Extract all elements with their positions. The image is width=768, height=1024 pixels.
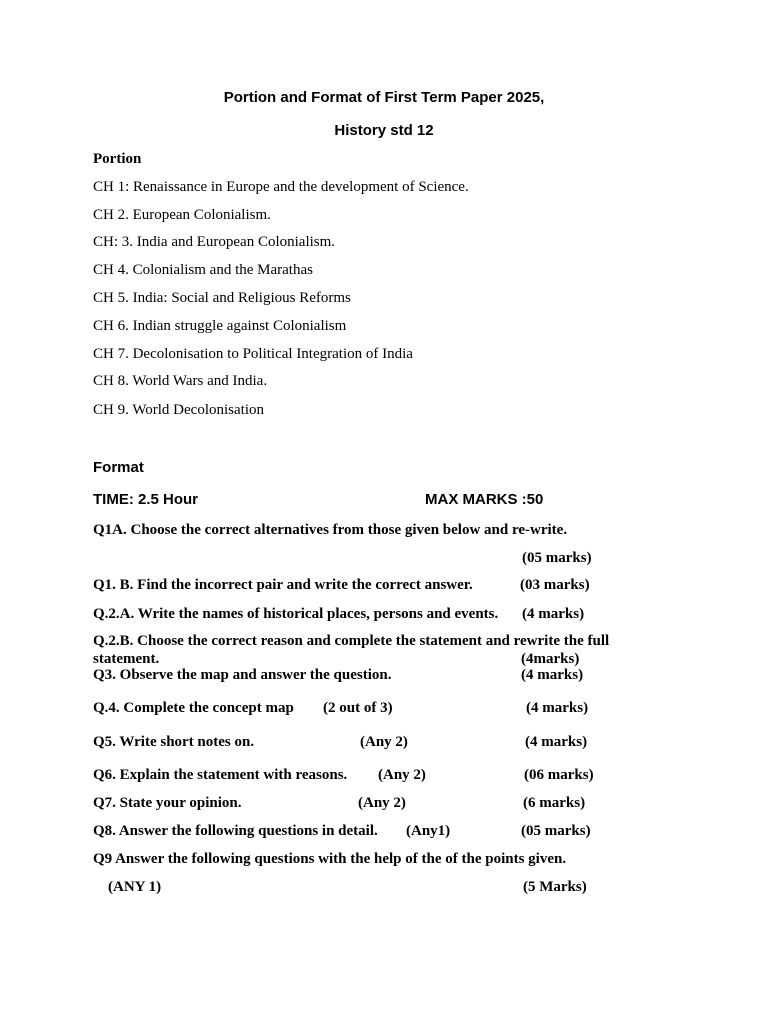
chapter-item: CH 1: Renaissance in Europe and the development of Science.: [93, 179, 469, 195]
question-choice: (Any1): [406, 823, 451, 839]
question-choice: (Any 2): [378, 767, 426, 783]
question-marks: (05 marks): [521, 823, 591, 839]
question-marks: (4 marks): [526, 700, 589, 716]
max-marks-label: MAX MARKS :50: [425, 491, 544, 508]
chapter-item: CH 8. World Wars and India.: [93, 373, 268, 389]
portion-heading: Portion: [93, 151, 142, 167]
chapter-item: CH 7. Decolonisation to Political Integration of India: [93, 346, 413, 362]
question-text: Q8. Answer the following questions in detail.: [93, 823, 378, 839]
question-text: Q5. Write short notes on.: [93, 734, 255, 750]
question-choice: (Any 2): [360, 734, 408, 750]
question-marks: (5 Marks): [523, 879, 587, 895]
question-marks: (05 marks): [522, 550, 592, 566]
document-title: Portion and Format of First Term Paper 2025,: [223, 89, 545, 106]
question-choice: (2 out of 3): [323, 700, 393, 716]
question-marks: (06 marks): [524, 767, 594, 783]
question-text: Q3. Observe the map and answer the question.: [93, 667, 392, 683]
question-text: Q.2.A. Write the names of historical places, persons and events.: [93, 606, 499, 622]
question-text: Q9 Answer the following questions with the help of the of the points given.: [93, 851, 567, 867]
question-choice: (Any 2): [358, 795, 406, 811]
question-text: Q1A. Choose the correct alternatives from those given below and re-write.: [93, 522, 568, 538]
chapter-item: CH: 3. India and European Colonialism.: [93, 234, 336, 250]
question-marks: (4marks): [521, 651, 580, 667]
chapter-item: CH 9. World Decolonisation: [93, 402, 264, 418]
question-marks: (4 marks): [521, 667, 584, 683]
question-marks: (6 marks): [523, 795, 586, 811]
chapter-item: CH 6. Indian struggle against Colonialism: [93, 318, 347, 334]
question-text: Q.2.B. Choose the correct reason and complete the statement and rewrite the full: [93, 633, 610, 649]
question-text: Q7. State your opinion.: [93, 795, 242, 811]
question-text: Q1. B. Find the incorrect pair and write the correct answer.: [93, 577, 473, 593]
question-choice: (ANY 1): [108, 879, 162, 895]
question-text: Q.4. Complete the concept map: [93, 700, 294, 716]
chapter-item: CH 4. Colonialism and the Marathas: [93, 262, 313, 278]
chapter-item: CH 2. European Colonialism.: [93, 207, 271, 223]
document-subtitle: History std 12: [334, 122, 434, 139]
time-label: TIME: 2.5 Hour: [93, 491, 199, 508]
format-heading: Format: [93, 459, 144, 476]
question-marks: (03 marks): [520, 577, 590, 593]
question-text-continued: statement.: [93, 651, 160, 667]
question-marks: (4 marks): [522, 606, 585, 622]
question-text: Q6. Explain the statement with reasons.: [93, 767, 348, 783]
question-marks: (4 marks): [525, 734, 588, 750]
chapter-item: CH 5. India: Social and Religious Reforms: [93, 290, 351, 306]
